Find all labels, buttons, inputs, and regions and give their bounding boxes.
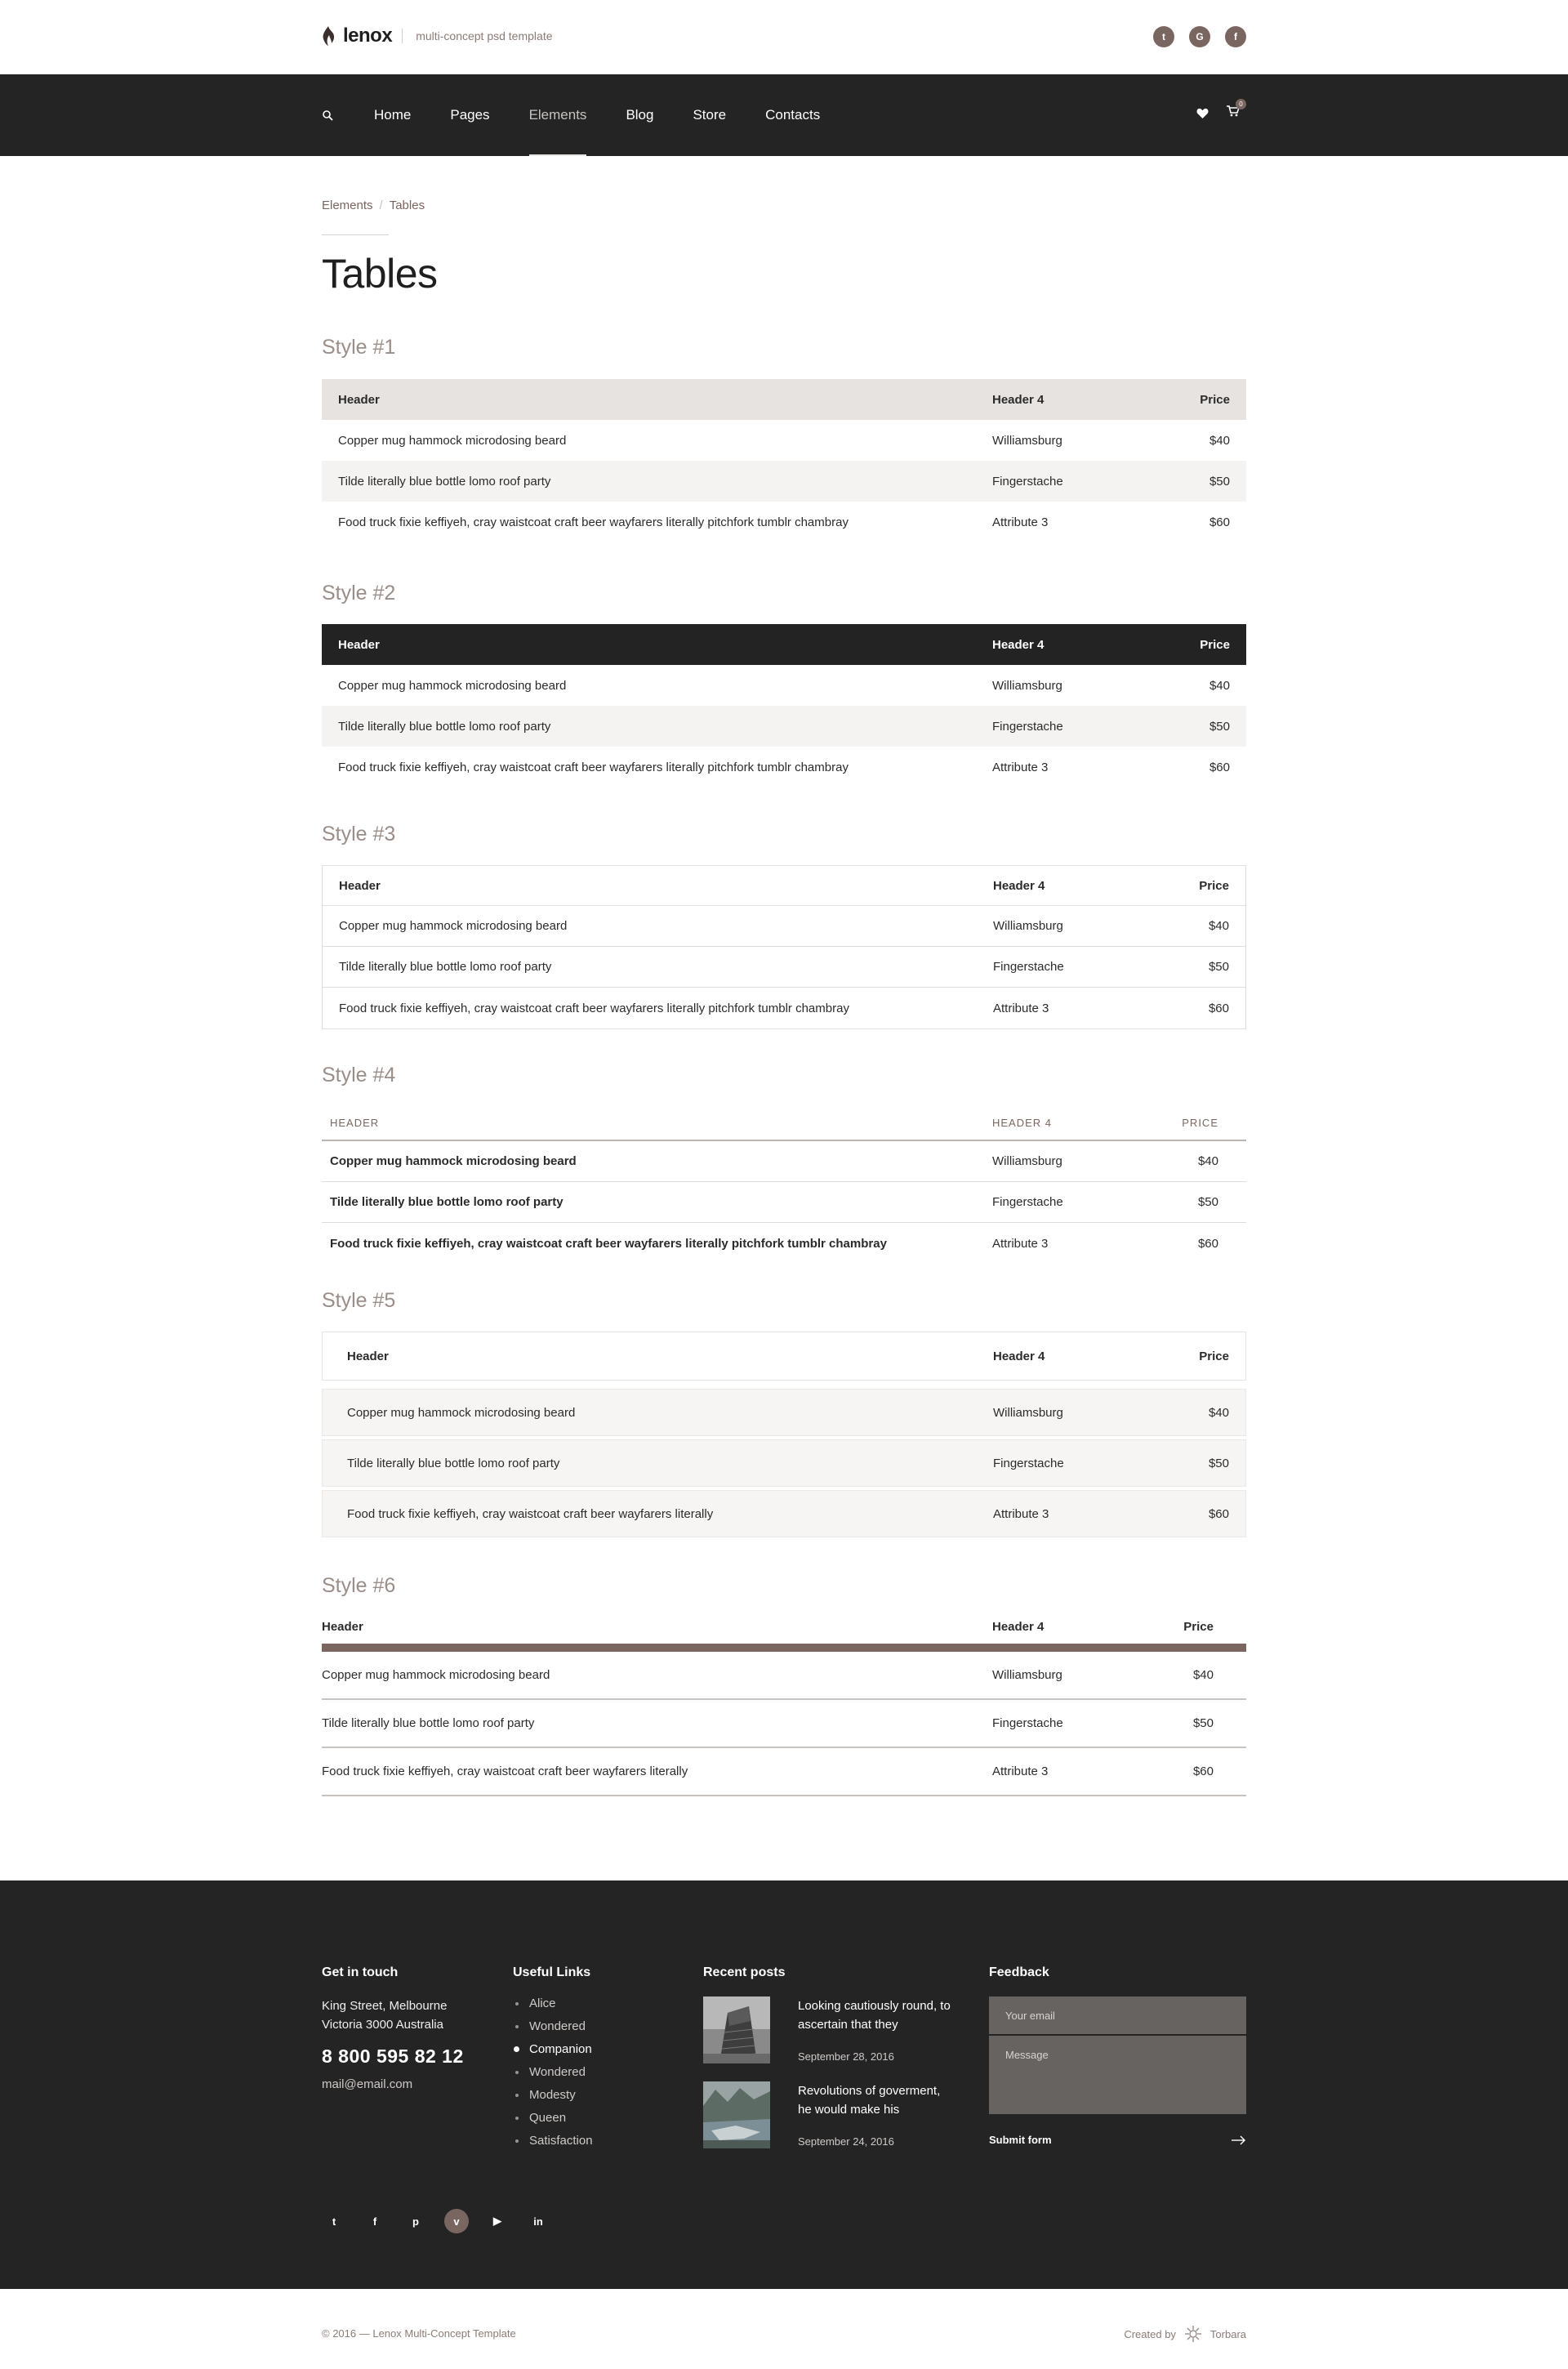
facebook-icon[interactable]: f xyxy=(1225,26,1246,47)
post-thumbnail-building xyxy=(703,1996,770,2063)
column-header: PRICE xyxy=(1182,1117,1218,1129)
main-navbar xyxy=(0,74,1568,156)
table-style-heading: Style #1 xyxy=(322,336,396,359)
table-style-1 xyxy=(322,379,1246,542)
table-style-heading: Style #4 xyxy=(322,1064,396,1086)
table-cell: Fingerstache xyxy=(992,474,1063,489)
feedback-email-field[interactable]: Your email xyxy=(989,1996,1246,2034)
recent-post[interactable] xyxy=(703,2081,953,2148)
footer-phone: 8 800 595 82 12 xyxy=(322,2046,464,2067)
footer-links xyxy=(513,1965,593,2157)
footer-link-item[interactable]: Wondered xyxy=(513,2065,593,2088)
table-cell: Tilde literally blue bottle lomo roof party xyxy=(339,960,552,974)
post-date: September 28, 2016 xyxy=(798,2050,894,2063)
post-title[interactable]: Looking cautiously round, to ascertain that they xyxy=(798,1999,951,2032)
nav-item-contacts[interactable]: Contacts xyxy=(765,107,821,123)
column-header: HEADER xyxy=(330,1117,380,1129)
table-cell: $60 xyxy=(1192,1764,1214,1778)
brand-name: lenox xyxy=(343,25,393,47)
table-cell: $50 xyxy=(1197,1195,1218,1209)
arrow-right-icon xyxy=(1232,2135,1246,2145)
table-style-heading: Style #2 xyxy=(322,582,396,605)
breadcrumb-separator: / xyxy=(379,199,383,212)
table-cell: Williamsburg xyxy=(992,1154,1062,1168)
google-icon[interactable]: G xyxy=(1189,26,1210,47)
footer-link-item[interactable]: Satisfaction xyxy=(513,2134,593,2157)
logo[interactable] xyxy=(322,25,553,47)
brand-tagline: multi-concept psd template xyxy=(416,29,553,42)
table-cell: Williamsburg xyxy=(992,433,1062,448)
footer-link-item[interactable]: Modesty xyxy=(513,2088,593,2111)
table-cell: Attribute 3 xyxy=(992,760,1049,774)
post-date: September 24, 2016 xyxy=(798,2135,894,2148)
footer-feedback-heading: Feedback xyxy=(989,1965,1049,1979)
column-header: Header 4 xyxy=(992,637,1045,652)
twitter-icon[interactable]: t xyxy=(1153,26,1174,47)
vimeo-icon[interactable]: v xyxy=(444,2209,469,2233)
feedback-message-field[interactable]: Message xyxy=(989,2036,1246,2114)
table-cell: Williamsburg xyxy=(993,1405,1063,1420)
table-cell: Fingerstache xyxy=(992,719,1063,734)
footer-address-line2: Victoria 3000 Australia xyxy=(322,2018,443,2032)
table-cell: $40 xyxy=(1197,1154,1218,1168)
table-row xyxy=(322,1223,1246,1264)
torbara-logo-icon xyxy=(1184,2325,1202,2343)
footer-address-line1: King Street, Melbourne xyxy=(322,1999,448,2013)
table-style-heading: Style #5 xyxy=(322,1289,396,1312)
table-cell: Attribute 3 xyxy=(992,1764,1049,1778)
nav-item-blog[interactable]: Blog xyxy=(626,107,654,123)
table-cell: $40 xyxy=(1208,1405,1229,1420)
table-cell: Copper mug hammock microdosing beard xyxy=(338,433,567,448)
created-by xyxy=(1124,2325,1246,2343)
column-header: Header xyxy=(347,1349,389,1363)
table-cell: Williamsburg xyxy=(993,919,1063,933)
table-cell: $40 xyxy=(1192,1668,1214,1682)
footer-feedback xyxy=(989,1965,1246,2146)
table-header-row xyxy=(322,379,1246,420)
logo-divider xyxy=(402,29,403,43)
table-row xyxy=(322,1439,1246,1487)
feedback-submit-button[interactable] xyxy=(989,2134,1246,2146)
table-cell: $40 xyxy=(1209,433,1230,448)
table-cell: Attribute 3 xyxy=(992,1236,1049,1251)
page-title: Tables xyxy=(322,251,438,297)
table-cell: $60 xyxy=(1208,1506,1229,1521)
pinterest-icon[interactable]: p xyxy=(412,2215,419,2228)
column-header: Price xyxy=(1200,392,1230,407)
column-header: Header xyxy=(339,878,381,893)
table-cell: Copper mug hammock microdosing beard xyxy=(338,678,567,693)
linkedin-icon[interactable]: in xyxy=(533,2215,543,2228)
table-header-row xyxy=(322,1609,1246,1652)
table-header-row xyxy=(323,866,1245,906)
table-cell: $50 xyxy=(1208,960,1229,974)
table-cell: Attribute 3 xyxy=(993,1001,1049,1015)
table-row xyxy=(322,665,1246,706)
table-cell: Attribute 3 xyxy=(993,1506,1049,1521)
table-cell: Copper mug hammock microdosing beard xyxy=(322,1668,550,1682)
table-cell: Attribute 3 xyxy=(992,515,1049,529)
table-row xyxy=(322,502,1246,542)
table-cell: Tilde literally blue bottle lomo roof party xyxy=(322,1716,535,1730)
table-row xyxy=(322,1182,1246,1223)
footer-contact-heading: Get in touch xyxy=(322,1965,399,1979)
footer-social-links xyxy=(322,2209,550,2233)
footer-contact xyxy=(322,1965,464,2091)
table-cell: $50 xyxy=(1208,1456,1229,1470)
table-header-row xyxy=(322,1106,1246,1141)
column-header: Header xyxy=(322,1619,363,1634)
table-cell: Fingerstache xyxy=(992,1716,1063,1730)
table-cell: $60 xyxy=(1209,515,1230,529)
table-cell: Tilde literally blue bottle lomo roof party xyxy=(338,719,551,734)
table-cell: Williamsburg xyxy=(992,1668,1062,1682)
breadcrumb-current: Tables xyxy=(389,199,425,212)
logo-flame-icon xyxy=(322,26,335,46)
table-cell: Copper mug hammock microdosing beard xyxy=(347,1405,576,1420)
table-cell: Fingerstache xyxy=(992,1195,1063,1209)
table-cell: $60 xyxy=(1208,1001,1229,1015)
table-cell: Food truck fixie keffiyeh, cray waistcoat craft beer wayfarers literally pitchfork tumblr chambray xyxy=(330,1236,887,1251)
table-row xyxy=(322,706,1246,747)
table-header-row xyxy=(322,624,1246,665)
table-cell: $50 xyxy=(1209,719,1230,734)
footer-links-heading: Useful Links xyxy=(513,1965,591,1979)
footer-link-item[interactable]: Queen xyxy=(513,2111,593,2134)
table-style-heading: Style #3 xyxy=(322,823,396,845)
table-row xyxy=(322,420,1246,461)
footer-link-item[interactable]: Wondered xyxy=(513,2019,593,2042)
top-header xyxy=(0,0,1568,74)
facebook-icon[interactable]: f xyxy=(372,2215,377,2228)
table-row xyxy=(322,461,1246,502)
cart-count-badge: 0 xyxy=(1236,99,1246,109)
table-row xyxy=(322,1141,1246,1182)
table-row xyxy=(322,1389,1246,1436)
top-social-links xyxy=(1153,26,1246,47)
column-header: Price xyxy=(1199,878,1229,893)
table-cell: Copper mug hammock microdosing beard xyxy=(339,919,568,933)
youtube-icon[interactable]: ▶ xyxy=(493,2215,501,2227)
bottom-bar xyxy=(0,2289,1568,2369)
footer-posts-heading: Recent posts xyxy=(703,1965,786,1979)
table-style-4 xyxy=(322,1106,1246,1264)
nav-item-elements[interactable]: Elements xyxy=(529,74,587,156)
column-header: Header 4 xyxy=(993,1349,1045,1363)
copyright: © 2016 — Lenox Multi-Concept Template xyxy=(322,2327,516,2340)
table-cell: Fingerstache xyxy=(993,1456,1064,1470)
column-header: Price xyxy=(1200,637,1230,652)
table-style-6 xyxy=(322,1609,1246,1796)
footer-recent-posts xyxy=(703,1965,953,2166)
footer xyxy=(0,1880,1568,2289)
table-cell: $50 xyxy=(1192,1716,1214,1730)
table-cell: Tilde literally blue bottle lomo roof party xyxy=(338,474,551,489)
table-row xyxy=(323,947,1245,988)
submit-label: Submit form xyxy=(989,2134,1052,2146)
recent-post[interactable] xyxy=(703,1996,953,2063)
creator-link[interactable]: Torbara xyxy=(1209,2327,1246,2340)
column-header: Header 4 xyxy=(992,1619,1045,1634)
table-cell: Fingerstache xyxy=(993,960,1064,974)
table-cell: Williamsburg xyxy=(992,678,1062,693)
breadcrumb-parent-link[interactable]: Elements xyxy=(322,199,373,212)
column-header: Price xyxy=(1199,1349,1229,1363)
table-cell: $40 xyxy=(1208,919,1229,933)
table-row xyxy=(323,988,1245,1028)
twitter-icon[interactable]: t xyxy=(332,2215,336,2228)
search-icon[interactable] xyxy=(322,109,333,121)
heart-icon[interactable] xyxy=(1196,108,1209,118)
footer-link-item[interactable]: Alice xyxy=(513,1996,593,2019)
breadcrumb-divider xyxy=(322,234,389,235)
post-thumbnail-river xyxy=(703,2081,770,2148)
table-row xyxy=(322,1652,1246,1700)
nav-item-home[interactable]: Home xyxy=(374,107,412,123)
table-cell: Tilde literally blue bottle lomo roof party xyxy=(330,1195,564,1209)
nav-item-pages[interactable]: Pages xyxy=(450,107,490,123)
footer-links-list xyxy=(513,1996,593,2157)
breadcrumb xyxy=(322,199,425,212)
table-cell: $50 xyxy=(1209,474,1230,489)
nav-item-store[interactable]: Store xyxy=(693,107,727,123)
column-header: Price xyxy=(1183,1619,1214,1634)
footer-email-link[interactable]: mail@email.com xyxy=(322,2077,413,2091)
table-header-row xyxy=(322,1332,1246,1381)
column-header: HEADER 4 xyxy=(992,1117,1053,1129)
table-style-2 xyxy=(322,624,1246,787)
nav-actions xyxy=(1196,100,1243,121)
footer-link-item[interactable]: Companion xyxy=(513,2042,593,2065)
table-style-3 xyxy=(322,865,1246,1029)
table-cell: Food truck fixie keffiyeh, cray waistcoat craft beer wayfarers literally pitchfork tumblr chambray xyxy=(338,515,849,529)
cart-button[interactable] xyxy=(1227,100,1243,121)
table-style-5 xyxy=(322,1332,1246,1541)
column-header: Header 4 xyxy=(992,392,1045,407)
table-cell: Food truck fixie keffiyeh, cray waistcoat craft beer wayfarers literally xyxy=(322,1764,688,1778)
table-cell: $60 xyxy=(1209,760,1230,774)
table-cell: $40 xyxy=(1209,678,1230,693)
column-header: Header xyxy=(338,637,380,652)
table-cell: Food truck fixie keffiyeh, cray waistcoat craft beer wayfarers literally pitchfork tumblr chambray xyxy=(339,1001,849,1015)
table-row xyxy=(322,1748,1246,1796)
table-cell: Copper mug hammock microdosing beard xyxy=(330,1154,577,1168)
column-header: Header xyxy=(338,392,380,407)
table-row xyxy=(323,906,1245,947)
table-cell: Tilde literally blue bottle lomo roof party xyxy=(347,1456,560,1470)
column-header: Header 4 xyxy=(993,878,1045,893)
table-row xyxy=(322,1490,1246,1537)
table-row xyxy=(322,747,1246,787)
created-by-label: Created by xyxy=(1124,2327,1176,2340)
post-title[interactable]: Revolutions of goverment, he would make his xyxy=(798,2084,941,2117)
table-row xyxy=(322,1700,1246,1748)
table-cell: Food truck fixie keffiyeh, cray waistcoat craft beer wayfarers literally xyxy=(347,1506,714,1521)
table-cell: $60 xyxy=(1197,1236,1218,1251)
table-style-heading: Style #6 xyxy=(322,1574,396,1597)
table-cell: Food truck fixie keffiyeh, cray waistcoat craft beer wayfarers literally pitchfork tumblr chambray xyxy=(338,760,849,774)
